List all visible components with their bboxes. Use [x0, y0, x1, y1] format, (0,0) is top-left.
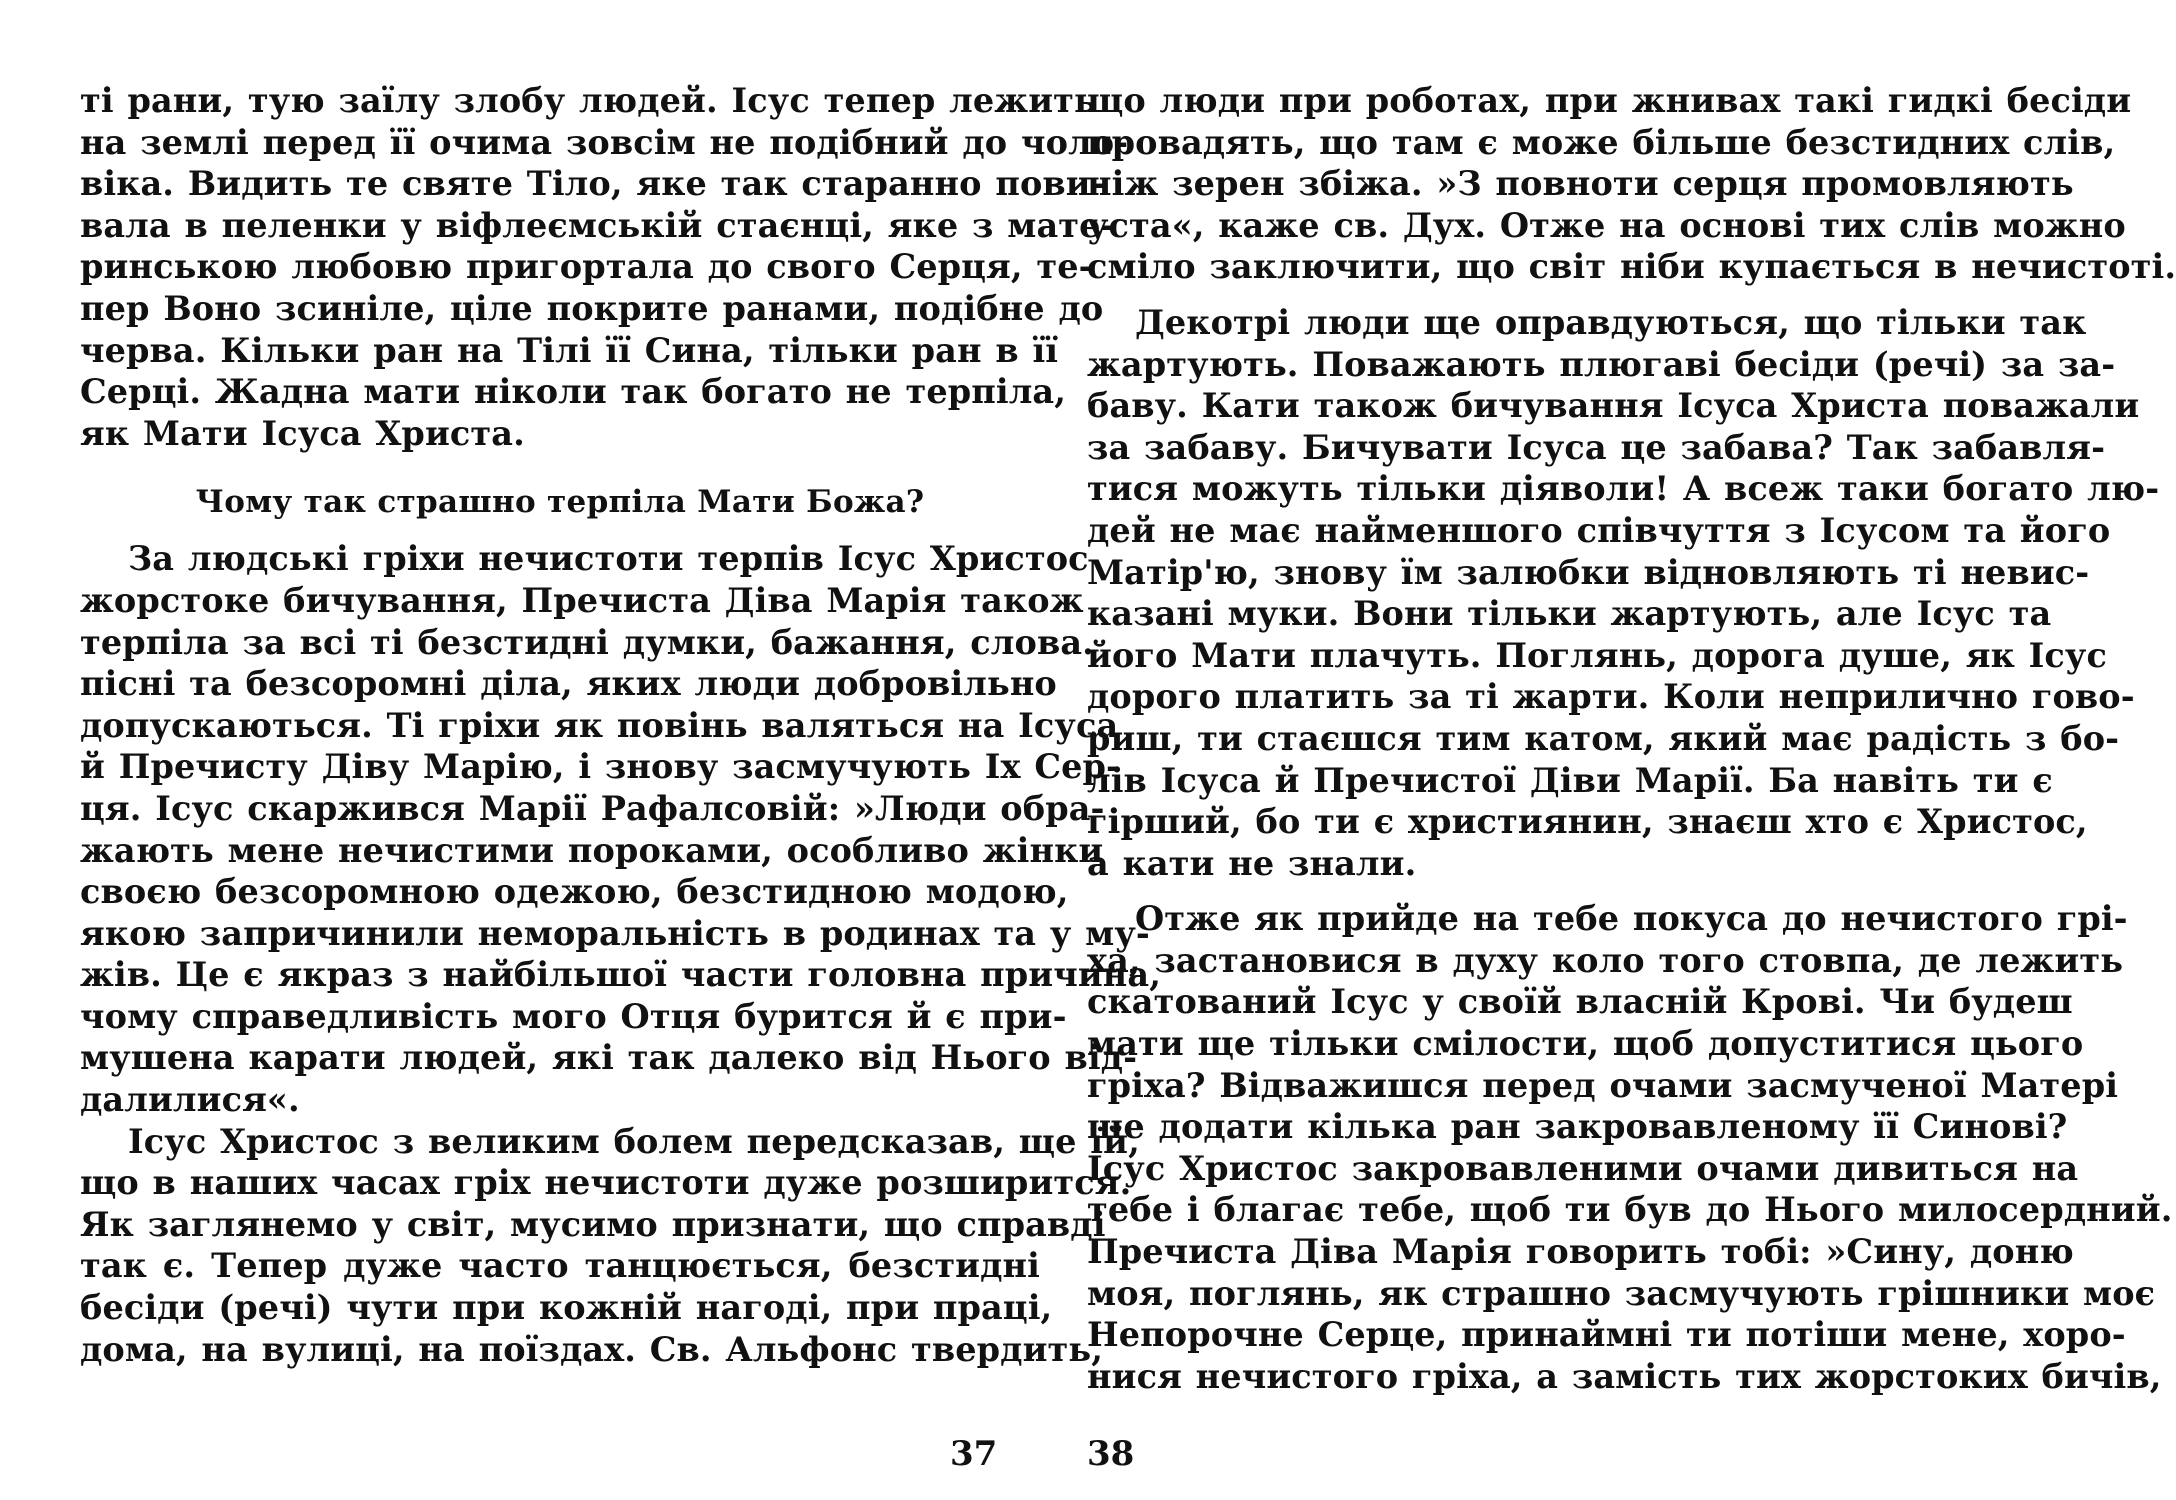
text-line: гірший, бо ти є християнин, знаєш хто є Христос,	[1087, 802, 2088, 842]
left-paragraph-2	[80, 538, 1161, 1120]
text-line: скатований Ісус у своїй власній Крові. Чи будеш	[1087, 982, 2073, 1022]
left-page	[80, 80, 1161, 1370]
right-paragraph-2	[1087, 302, 2160, 884]
text-line: тебе і благає тебе, щоб ти був до Нього милосердний.	[1087, 1190, 2173, 1230]
text-line: ця. Ісус скаржився Марії Рафалсовій: »Люди обра-	[80, 788, 1105, 828]
text-line: а кати не знали.	[1087, 843, 1417, 883]
text-line: Непорочне Серце, принаймні ти потіши мене, хоро-	[1087, 1315, 2126, 1355]
text-line: лів Ісуса й Пречистої Діви Марії. Ба навіть ти є	[1087, 760, 2053, 800]
text-line: своєю безсоромною одежою, безстидною модою,	[80, 872, 1069, 912]
text-line: допускаються. Ті гріхи як повінь валяться на Ісуса	[80, 705, 1119, 745]
right-paragraph-1	[1087, 80, 2176, 288]
text-line: як Мати Ісуса Христа.	[80, 413, 525, 453]
text-line: мати ще тільки смілости, щоб допуститися цього	[1087, 1024, 2084, 1064]
text-line: За людські гріхи нечистоти терпів Ісус Христос	[128, 539, 1089, 579]
text-line: казані муки. Вони тільки жартують, але Ісус та	[1087, 594, 2052, 634]
text-line: жають мене нечистими пороками, особливо жінки	[80, 830, 1104, 870]
section-heading: Чому так страшно терпіла Мати Божа?	[195, 484, 925, 521]
text-line: ніж зерен збіжа. »З повноти серця промовляють	[1087, 164, 2074, 204]
text-line: Пречиста Діва Марія говорить тобі: »Сину, доню	[1087, 1232, 2074, 1272]
text-line: мушена карати людей, які так далеко від Нього від-	[80, 1038, 1138, 1078]
text-line: риш, ти стаєшся тим катом, який має радість з бо-	[1087, 718, 2120, 758]
left-paragraph-3	[80, 1121, 1140, 1371]
text-line: бесіди (речі) чути при кожній нагоді, при праці,	[80, 1288, 1053, 1328]
text-line: дорого платить за ті жарти. Коли неприлично гово-	[1087, 677, 2135, 717]
page-number-left: 37	[950, 1434, 998, 1474]
text-line: уста«, каже св. Дух. Отже на основі тих слів можно	[1087, 205, 2126, 245]
text-line: що в наших часах гріх нечистоти дуже розширится.	[80, 1163, 1132, 1203]
text-line: жартують. Поважають плюгаві бесіди (речі) за за-	[1087, 344, 2116, 384]
right-paragraph-3	[1087, 898, 2173, 1397]
text-line: ті рани, тую заїлу злобу людей. Ісус тепер лежить	[80, 81, 1097, 120]
text-line: ха, застановися в духу коло того стовпа, де лежить	[1087, 940, 2124, 980]
text-line: Ісус Христос з великим болем передсказав, ще їй,	[128, 1121, 1140, 1161]
text-line: за забаву. Бичувати Ісуса це забава? Так забавля-	[1087, 427, 2106, 467]
page-number-right: 38	[1087, 1434, 1135, 1474]
text-line: сміло заключити, що світ ніби купається в нечистоті.	[1087, 247, 2176, 287]
text-line: його Мати плачуть. Поглянь, дорога душе, як Ісус	[1087, 635, 2107, 675]
text-line: чому справедливість мого Отця бурится й є при-	[80, 996, 1067, 1036]
text-line: Матір'ю, знову їм залюбки відновляють ті невис-	[1087, 552, 2090, 592]
text-line: віка. Видить те святе Тіло, яке так старанно пови-	[80, 164, 1105, 204]
text-line: дей не має найменшого співчуття з Ісусом та його	[1087, 510, 2111, 550]
right-page	[1087, 80, 2176, 1397]
text-line: гріха? Відважишся перед очами засмученої Матері	[1087, 1065, 2119, 1105]
text-line: ринською любовю пригортала до свого Серця, те-	[80, 247, 1093, 287]
text-line: Декотрі люди ще оправдуються, що тільки так	[1135, 302, 2087, 342]
text-line: так є. Тепер дуже часто танцюється, безстидні	[80, 1246, 1040, 1286]
text-line: пісні та безсоромні діла, яких люди добровільно	[80, 664, 1057, 704]
text-line: на землі перед її очима зовсім не подібний до чоло-	[80, 122, 1129, 162]
text-line: пер Воно зсиніле, ціле покрите ранами, подібне до	[80, 288, 1104, 328]
text-line: Як заглянемо у світ, мусимо признати, що справді	[80, 1204, 1106, 1244]
text-line: баву. Кати також бичування Ісуса Христа поважали	[1087, 386, 2140, 426]
text-line: моя, поглянь, як страшно засмучують грішники моє	[1087, 1273, 2156, 1313]
text-line: дома, на вулиці, на поїздах. Св. Альфонс твердить,	[80, 1329, 1104, 1369]
text-line: черва. Кільки ран на Тілі її Сина, тільки ран в її	[80, 330, 1059, 370]
text-line: Серці. Жадна мати ніколи так богато не терпіла,	[80, 372, 1066, 412]
text-line: якою запричинили неморальність в родинах та у му-	[80, 913, 1150, 953]
text-line: терпіла за всі ті безстидні думки, бажання, слова.	[80, 622, 1094, 662]
text-line: Отже як прийде на тебе покуса до нечистого грі-	[1135, 899, 2128, 939]
text-line: провадять, що там є може більше безстидних слів,	[1087, 122, 2116, 162]
text-line: що люди при роботах, при жнивах такі гидкі бесіди	[1087, 81, 2132, 120]
text-line: Ісус Христос закровавленими очами дивиться на	[1087, 1148, 2079, 1188]
left-paragraph-1	[80, 80, 1129, 454]
text-line: жорстоке бичування, Пречиста Діва Марія також	[80, 580, 1084, 620]
text-line: далилися«.	[80, 1080, 300, 1120]
text-line: нися нечистого гріха, а замість тих жорстоких бичів,	[1087, 1356, 2162, 1396]
text-line: й Пречисту Діву Марію, і знову засмучують Іх Сер-	[80, 747, 1121, 787]
text-line: тися можуть тільки діяволи! А всеж таки богато лю-	[1087, 469, 2160, 509]
text-line: ще додати кілька ран закровавленому її Синові?	[1087, 1107, 2068, 1147]
text-line: вала в пеленки у віфлеємській стаєнці, яке з мате-	[80, 205, 1115, 245]
text-line: жів. Це є якраз з найбільшої части головна причина,	[80, 955, 1161, 995]
